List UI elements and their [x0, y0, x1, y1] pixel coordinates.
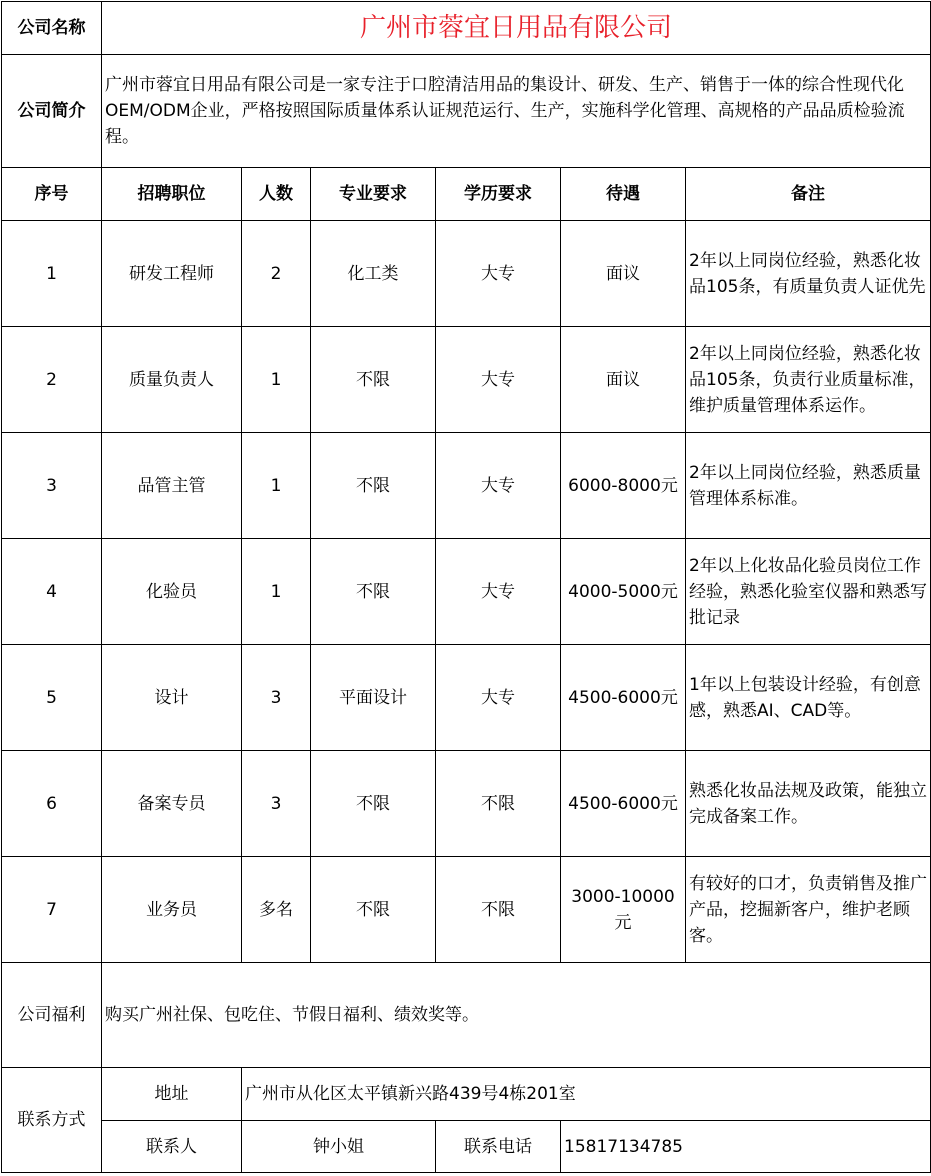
job-count: 1	[242, 539, 311, 645]
benefits-text: 购买广州社保、包吃住、节假日福利、绩效奖等。	[102, 963, 931, 1068]
phone-value: 15817134785	[561, 1121, 931, 1173]
contact-label: 联系方式	[2, 1068, 102, 1173]
job-row	[2, 645, 931, 751]
company-intro: 广州市蓉宜日用品有限公司是一家专注于口腔清洁用品的集设计、研发、生产、销售于一体的综合性现代化OEM/ODM企业，严格按照国际质量体系认证规范运行、生产，实施科学化管理、高规格的产品品质检验流程。	[102, 55, 931, 168]
job-no: 1	[2, 221, 102, 327]
header-count: 人数	[242, 168, 311, 221]
job-education: 大专	[436, 645, 561, 751]
contact-person-value: 钟小姐	[242, 1121, 436, 1173]
job-education: 不限	[436, 857, 561, 963]
company-name-row	[2, 2, 931, 55]
contact-person-label: 联系人	[102, 1121, 242, 1173]
phone-label: 联系电话	[436, 1121, 561, 1173]
header-remark: 备注	[686, 168, 931, 221]
job-count: 3	[242, 751, 311, 857]
job-no: 6	[2, 751, 102, 857]
job-major: 平面设计	[311, 645, 436, 751]
job-position: 备案专员	[102, 751, 242, 857]
job-row	[2, 433, 931, 539]
company-name: 广州市蓉宜日用品有限公司	[102, 2, 931, 55]
job-major: 不限	[311, 857, 436, 963]
header-salary: 待遇	[561, 168, 686, 221]
job-count: 多名	[242, 857, 311, 963]
job-major: 不限	[311, 433, 436, 539]
job-position: 业务员	[102, 857, 242, 963]
job-salary: 3000-10000元	[561, 857, 686, 963]
job-row	[2, 857, 931, 963]
job-major: 不限	[311, 539, 436, 645]
job-count: 2	[242, 221, 311, 327]
job-salary: 4000-5000元	[561, 539, 686, 645]
job-no: 4	[2, 539, 102, 645]
job-major: 不限	[311, 751, 436, 857]
job-education: 大专	[436, 221, 561, 327]
job-salary: 面议	[561, 221, 686, 327]
job-position: 品管主管	[102, 433, 242, 539]
job-salary: 面议	[561, 327, 686, 433]
job-position: 化验员	[102, 539, 242, 645]
job-education: 大专	[436, 539, 561, 645]
job-count: 1	[242, 433, 311, 539]
header-education: 学历要求	[436, 168, 561, 221]
job-position: 研发工程师	[102, 221, 242, 327]
job-remark: 2年以上同岗位经验，熟悉质量管理体系标准。	[686, 433, 931, 539]
job-position: 质量负责人	[102, 327, 242, 433]
job-no: 3	[2, 433, 102, 539]
benefits-row	[2, 963, 931, 1068]
address-value: 广州市从化区太平镇新兴路439号4栋201室	[242, 1068, 931, 1121]
company-intro-row	[2, 55, 931, 168]
header-major: 专业要求	[311, 168, 436, 221]
job-row	[2, 539, 931, 645]
company-intro-label: 公司简介	[2, 55, 102, 168]
company-name-label: 公司名称	[2, 2, 102, 55]
job-count: 3	[242, 645, 311, 751]
address-row	[2, 1068, 931, 1121]
job-row	[2, 327, 931, 433]
contact-person-row	[2, 1121, 931, 1173]
address-label: 地址	[102, 1068, 242, 1121]
job-major: 化工类	[311, 221, 436, 327]
job-education: 大专	[436, 327, 561, 433]
job-remark: 2年以上同岗位经验，熟悉化妆品105条，有质量负责人证优先	[686, 221, 931, 327]
benefits-label: 公司福利	[2, 963, 102, 1068]
job-count: 1	[242, 327, 311, 433]
job-education: 大专	[436, 433, 561, 539]
header-row	[2, 168, 931, 221]
recruitment-table	[1, 1, 931, 1173]
header-no: 序号	[2, 168, 102, 221]
job-remark: 有较好的口才，负责销售及推广产品，挖掘新客户，维护老顾客。	[686, 857, 931, 963]
job-remark: 2年以上同岗位经验，熟悉化妆品105条，负责行业质量标准，维护质量管理体系运作。	[686, 327, 931, 433]
job-no: 7	[2, 857, 102, 963]
job-no: 5	[2, 645, 102, 751]
job-row	[2, 221, 931, 327]
job-salary: 6000-8000元	[561, 433, 686, 539]
job-salary: 4500-6000元	[561, 751, 686, 857]
job-education: 不限	[436, 751, 561, 857]
job-major: 不限	[311, 327, 436, 433]
job-position: 设计	[102, 645, 242, 751]
job-remark: 熟悉化妆品法规及政策，能独立完成备案工作。	[686, 751, 931, 857]
job-remark: 1年以上包装设计经验，有创意感，熟悉AI、CAD等。	[686, 645, 931, 751]
job-salary: 4500-6000元	[561, 645, 686, 751]
job-row	[2, 751, 931, 857]
job-no: 2	[2, 327, 102, 433]
header-position: 招聘职位	[102, 168, 242, 221]
job-remark: 2年以上化妆品化验员岗位工作经验，熟悉化验室仪器和熟悉写批记录	[686, 539, 931, 645]
